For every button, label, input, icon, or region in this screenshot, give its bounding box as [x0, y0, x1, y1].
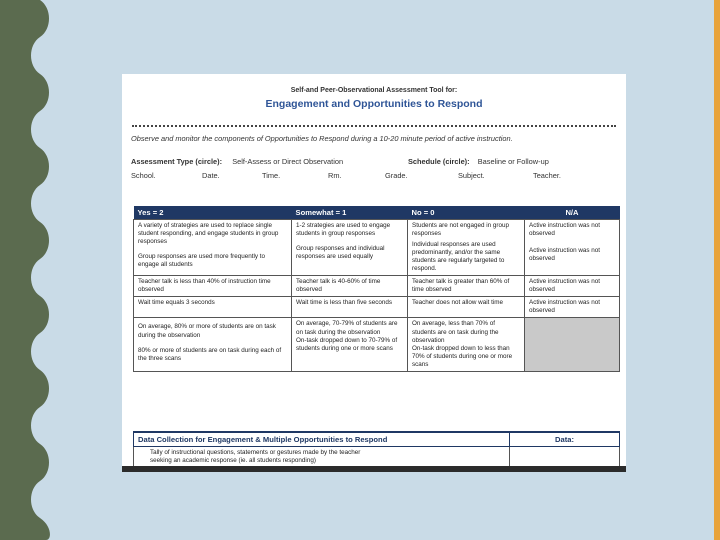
collection-data-label: Data: — [510, 432, 620, 447]
assessment-type-label: Assessment Type (circle): — [131, 157, 223, 166]
field-date: Date. — [202, 171, 220, 180]
schedule-label: Schedule (circle): — [408, 157, 470, 166]
rubric-table — [133, 206, 620, 372]
collection-description: Tally of instructional questions, statements or gestures made by the teacher seeking an academic response (ie. all students responding) — [134, 447, 510, 468]
document-bottom-bar — [122, 466, 626, 472]
assessment-type-options: Self-Assess or Direct Observation — [232, 157, 344, 166]
field-school: School. — [131, 171, 156, 180]
field-grade: Grade. — [385, 171, 408, 180]
cell-somewhat: Wait time is less than five seconds — [292, 297, 408, 318]
accent-stripe — [714, 0, 720, 540]
cell-no: Teacher talk is greater than 60% of time observed — [408, 276, 525, 297]
header-somewhat: Somewhat = 1 — [292, 206, 408, 220]
collection-data-cell — [510, 447, 620, 468]
field-room: Rm. — [328, 171, 342, 180]
wavy-side-band — [0, 0, 62, 540]
collection-header-row — [134, 432, 620, 447]
document-pretitle: Self-and Peer-Observational Assessment Tool for: — [290, 87, 458, 94]
cell-somewhat: 1-2 strategies are used to engage students in group responses Group responses and individual responses are used equally — [292, 220, 408, 276]
cell-no: Teacher does not allow wait time — [408, 297, 525, 318]
cell-na-shaded — [525, 318, 620, 371]
assessment-document — [122, 74, 626, 472]
cell-somewhat: On average, 70-79% of students are on task during the observation On-task dropped down to 70-79% of students during one or more scans — [292, 318, 408, 371]
cell-yes: A variety of strategies are used to replace single student responding, and engage students in group responses Group responses are used more frequently to engage all students — [134, 220, 292, 276]
cell-na: Active instruction was not observed — [525, 297, 620, 318]
document-title: Engagement and Opportunities to Respond — [265, 98, 483, 110]
assessment-type-row — [131, 157, 343, 166]
cell-yes: On average, 80% or more of students are on task during the observation 80% or more of students are on task during each of the three scans — [134, 318, 292, 371]
cell-na: Active instruction was not observed — [525, 276, 620, 297]
collection-row — [134, 447, 620, 468]
cell-no: Students are not engaged in group responses Individual responses are used predominantly, and/or the same students are regularly targeted to respond. — [408, 220, 525, 276]
data-collection-table — [133, 431, 620, 468]
rubric-header-row — [134, 206, 620, 220]
field-time: Time. — [262, 171, 281, 180]
cell-na: Active instruction was not observed Active instruction was not observed — [525, 220, 620, 276]
schedule-options: Baseline or Follow-up — [477, 157, 549, 166]
rubric-row-group-responses — [134, 220, 620, 276]
dotted-divider — [132, 125, 616, 127]
field-teacher: Teacher. — [533, 171, 561, 180]
schedule-row — [408, 157, 549, 166]
cell-somewhat: Teacher talk is 40-60% of time observed — [292, 276, 408, 297]
instruction-text: Observe and monitor the components of Opportunities to Respond during a 10-20 minute period of active instruction. — [131, 134, 513, 143]
rubric-row-teacher-talk — [134, 276, 620, 297]
collection-title: Data Collection for Engagement & Multiple Opportunities to Respond — [134, 432, 510, 447]
header-no: No = 0 — [408, 206, 525, 220]
rubric-row-wait-time — [134, 297, 620, 318]
cell-yes: Wait time equals 3 seconds — [134, 297, 292, 318]
cell-yes: Teacher talk is less than 40% of instruction time observed — [134, 276, 292, 297]
cell-no: On average, less than 70% of students are on task during the observation On-task dropped down to less than 70% of students during one or more scans — [408, 318, 525, 371]
field-subject: Subject. — [458, 171, 485, 180]
header-yes: Yes = 2 — [134, 206, 292, 220]
header-na: N/A — [525, 206, 620, 220]
rubric-row-on-task — [134, 318, 620, 371]
